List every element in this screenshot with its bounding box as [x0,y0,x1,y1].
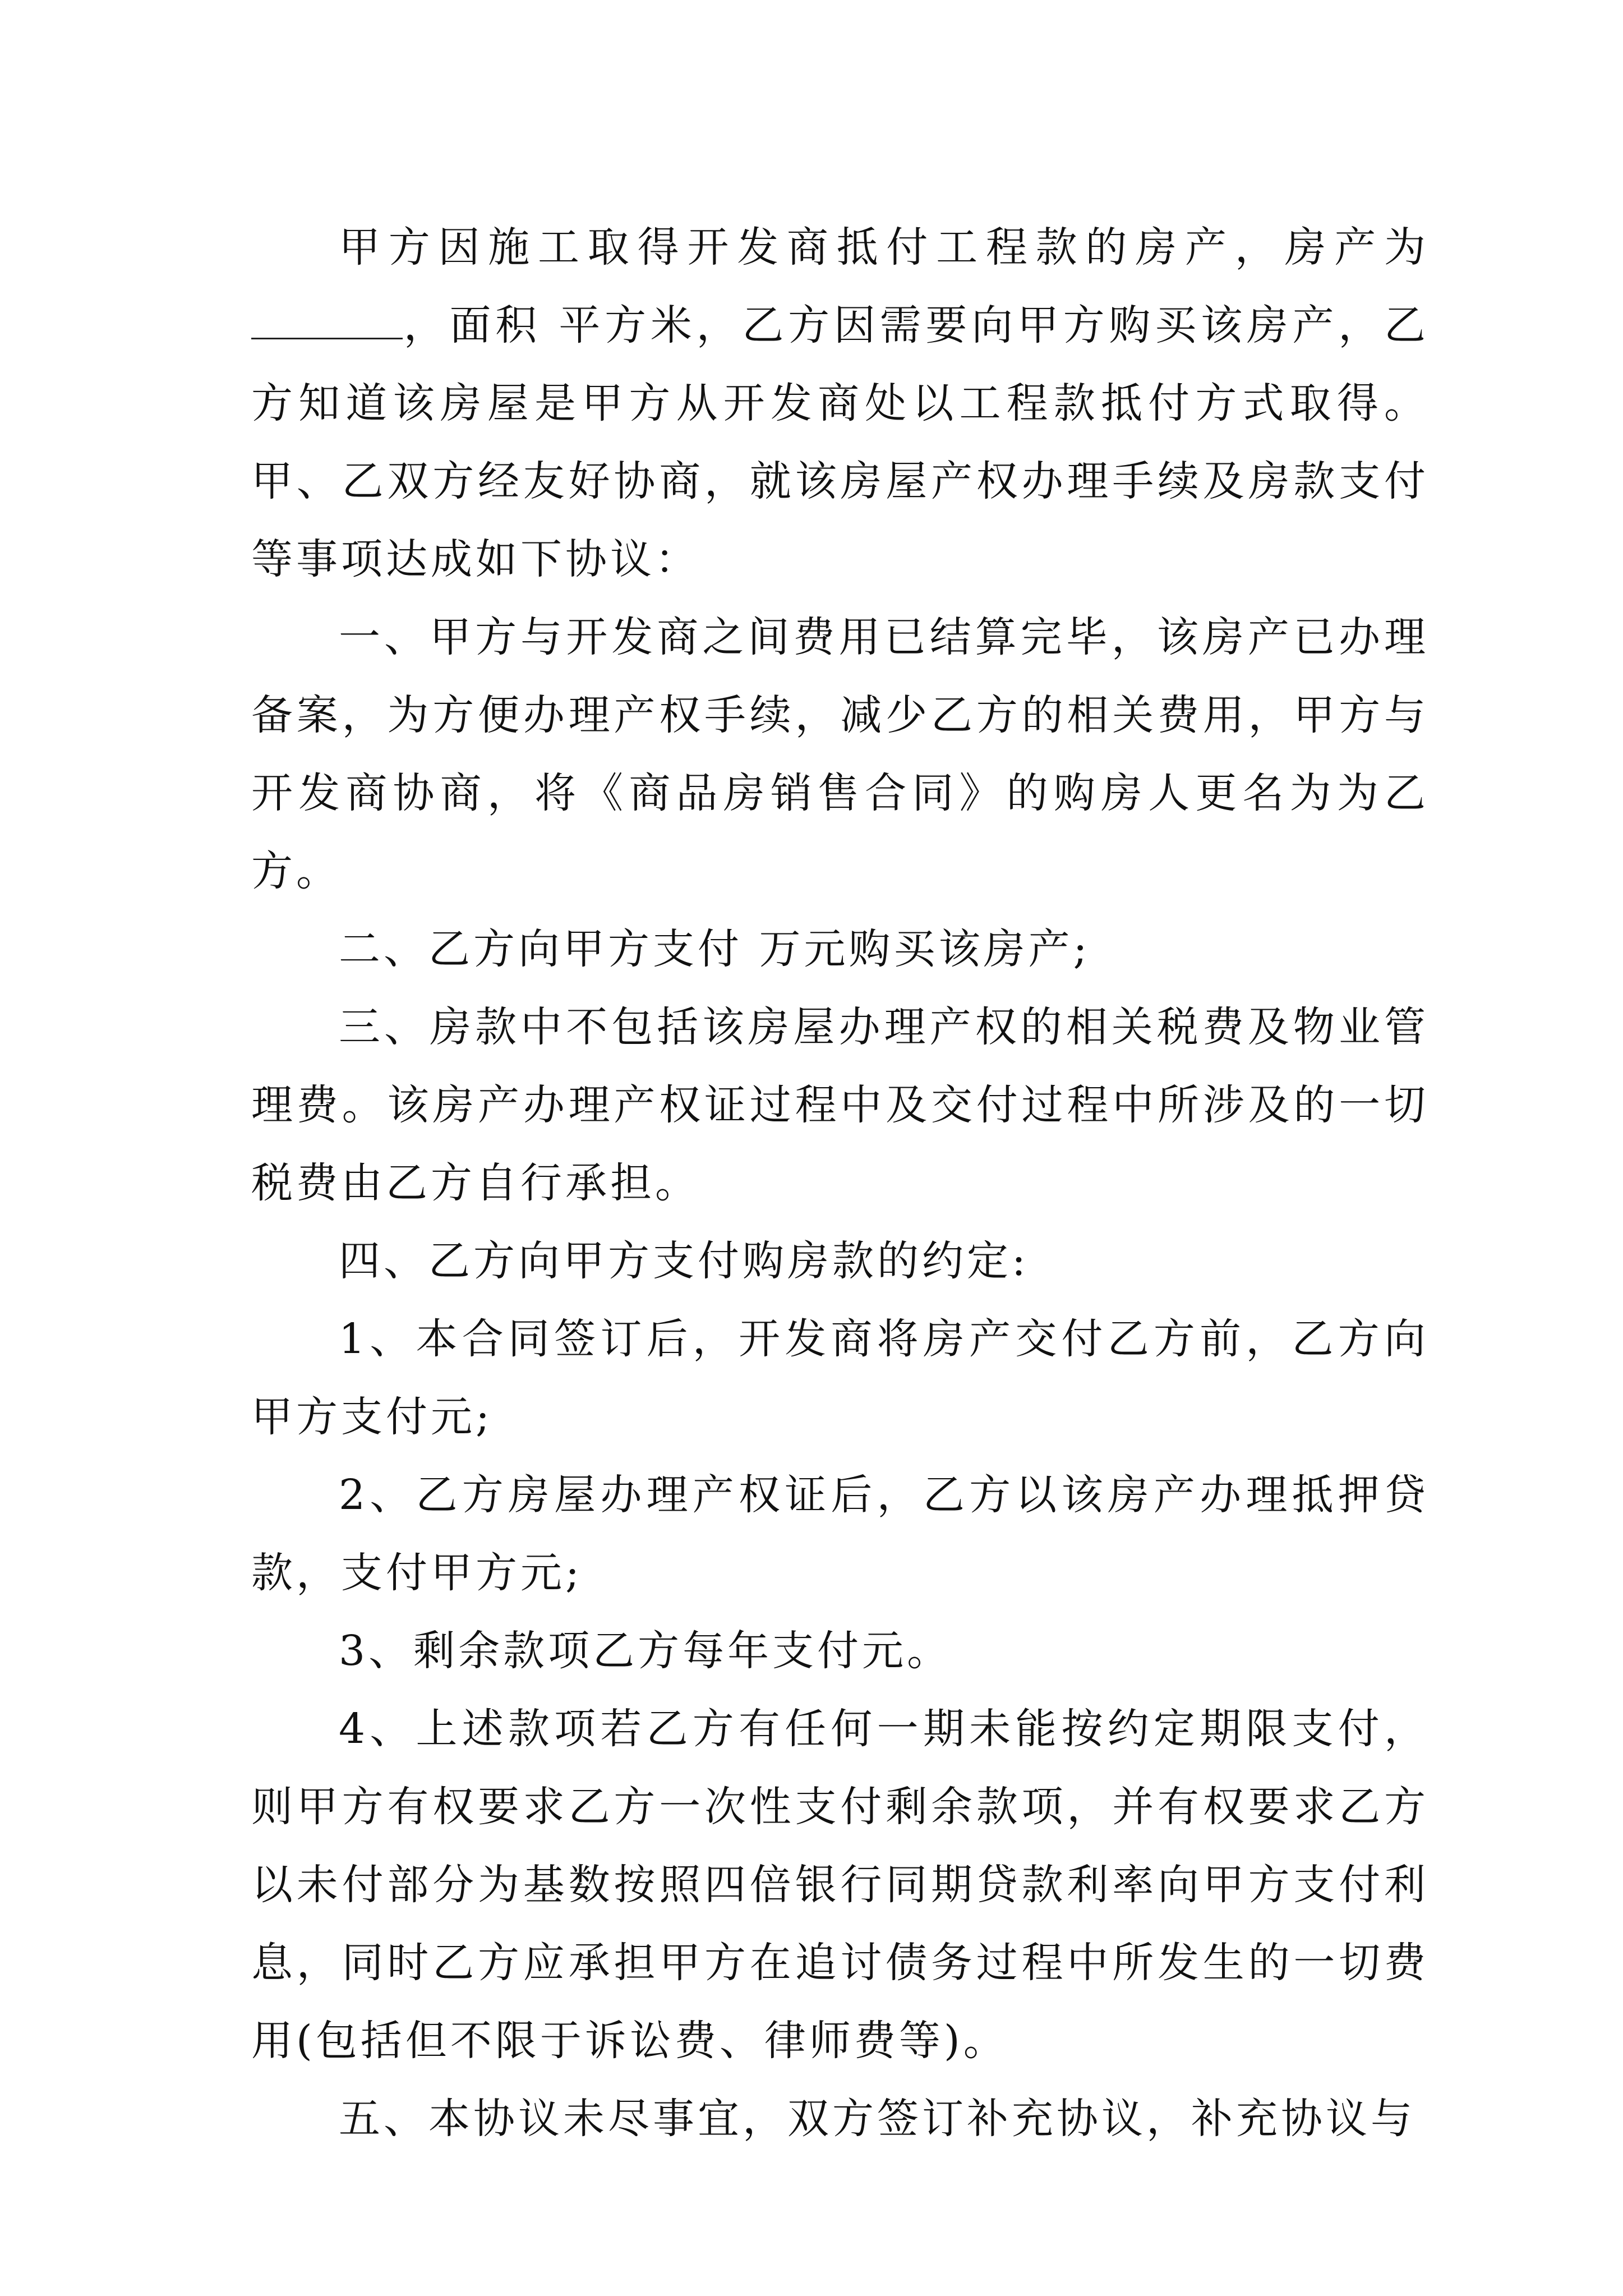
clause-4-item-4: 4、上述款项若乙方有任何一期未能按约定期限支付，则甲方有权要求乙方一次性支付剩余款项，并有权要求乙方以未付部分为基数按照四倍银行同期贷款利率向甲方支付利息，同时乙方应承担甲方在追讨债务过程中所发生的一切费用(包括但不限于诉讼费、律师费等)。 [251,1705,1429,2065]
document-page [251,209,1429,2158]
intro-text-before-blank: 甲方因施工取得开发商抵付工程款的房产，房产为 [339,223,1429,272]
clause-4-item-1: 1、本合同签订后，开发商将房产交付乙方前，乙方向甲方支付元; [251,1315,1429,1441]
clause-2: 二、乙方向甲方支付 万元购买该房产; [339,925,1091,973]
property-blank-line [251,304,403,339]
clause-5: 五、本协议未尽事宜，双方签订补充协议，补充协议与 [339,2095,1415,2143]
intro-text-after-blank: ，面积 平方米，乙方因需要向甲方购买该房产，乙方知道该房屋是甲方从开发商处以工程款抵付方式取得。甲、乙双方经友好协商，就该房屋产权办理手续及房款支付等事项达成如下协议： [251,301,1429,583]
clause-4-item-3: 3、剩余款项乙方每年支付元。 [339,1627,952,1675]
clause-1: 一、甲方与开发商之间费用已结算完毕，该房产已办理备案，为方便办理产权手续，减少乙方的相关费用，甲方与开发商协商，将《商品房销售合同》的购房人更名为为乙方。 [251,613,1429,895]
clause-3: 三、房款中不包括该房屋办理产权的相关税费及物业管理费。该房产办理产权证过程中及交付过程中所涉及的一切税费由乙方自行承担。 [251,1003,1429,1207]
clause-4: 四、乙方向甲方支付购房款的约定: [339,1237,1029,1285]
clause-4-item-2: 2、乙方房屋办理产权证后，乙方以该房产办理抵押贷款，支付甲方元; [251,1471,1429,1597]
intro-paragraph [251,209,1429,599]
